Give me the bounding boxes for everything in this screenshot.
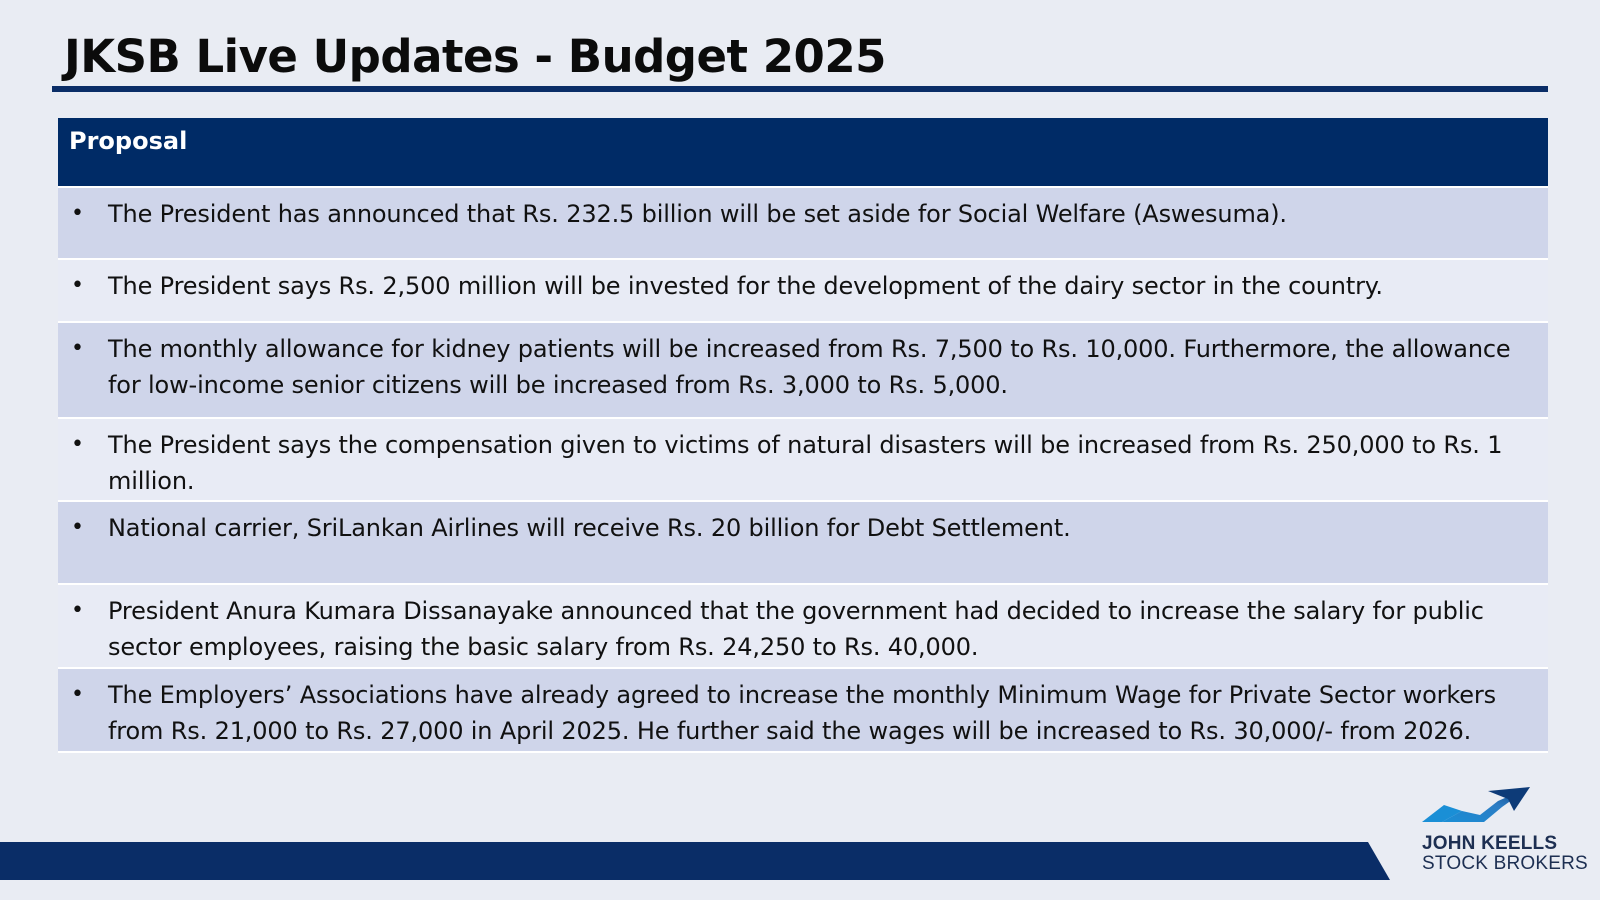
bullet-icon: • [71, 598, 84, 623]
table-row [58, 260, 1548, 323]
title-underline [52, 86, 1548, 92]
proposal-table [58, 118, 1548, 753]
table-row [58, 419, 1548, 502]
bullet-icon: • [71, 515, 84, 540]
proposal-text: The Employers’ Associations have already agreed to increase the monthly Minimum Wage for Private Sector workers from Rs. 21,000 to Rs. 27,000 in April 2025. He further said the wages will be increased to Rs. 30,000/- from 2026. [108, 681, 1496, 745]
bullet-icon: • [71, 682, 84, 707]
proposal-text: The monthly allowance for kidney patients will be increased from Rs. 7,500 to Rs. 10,000. Furthermore, the allowance for low-income senior citizens will be increased from Rs. 3,000 to Rs. 5,000. [108, 335, 1511, 399]
table-row [58, 502, 1548, 585]
bullet-icon: • [71, 432, 84, 457]
proposal-text: President Anura Kumara Dissanayake announced that the government had decided to increase the salary for public sector employees, raising the basic salary from Rs. 24,250 to Rs. 40,000. [108, 597, 1484, 661]
brand-name-line2: STOCK BROKERS [1422, 853, 1588, 874]
brand-logo [1420, 785, 1590, 885]
table-row [58, 323, 1548, 419]
proposal-text: The President says Rs. 2,500 million will be invested for the development of the dairy sector in the country. [108, 272, 1383, 300]
proposal-text: The President says the compensation given to victims of natural disasters will be increased from Rs. 250,000 to Rs. 1 million. [108, 431, 1503, 495]
table-row [58, 585, 1548, 669]
table-row [58, 669, 1548, 753]
page-title: JKSB Live Updates - Budget 2025 [64, 30, 886, 83]
bullet-icon: • [71, 273, 84, 298]
brand-name-line1: JOHN KEELLS [1422, 833, 1558, 854]
proposal-text: The President has announced that Rs. 232.5 billion will be set aside for Social Welfare (Aswesuma). [108, 200, 1287, 228]
table-header: Proposal [58, 118, 1548, 188]
table-row [58, 188, 1548, 260]
bullet-icon: • [71, 336, 84, 361]
bullet-icon: • [71, 201, 84, 226]
proposal-text: National carrier, SriLankan Airlines will receive Rs. 20 billion for Debt Settlement. [108, 514, 1071, 542]
footer-band [0, 842, 1390, 880]
jk-logo-icon [1422, 785, 1530, 823]
